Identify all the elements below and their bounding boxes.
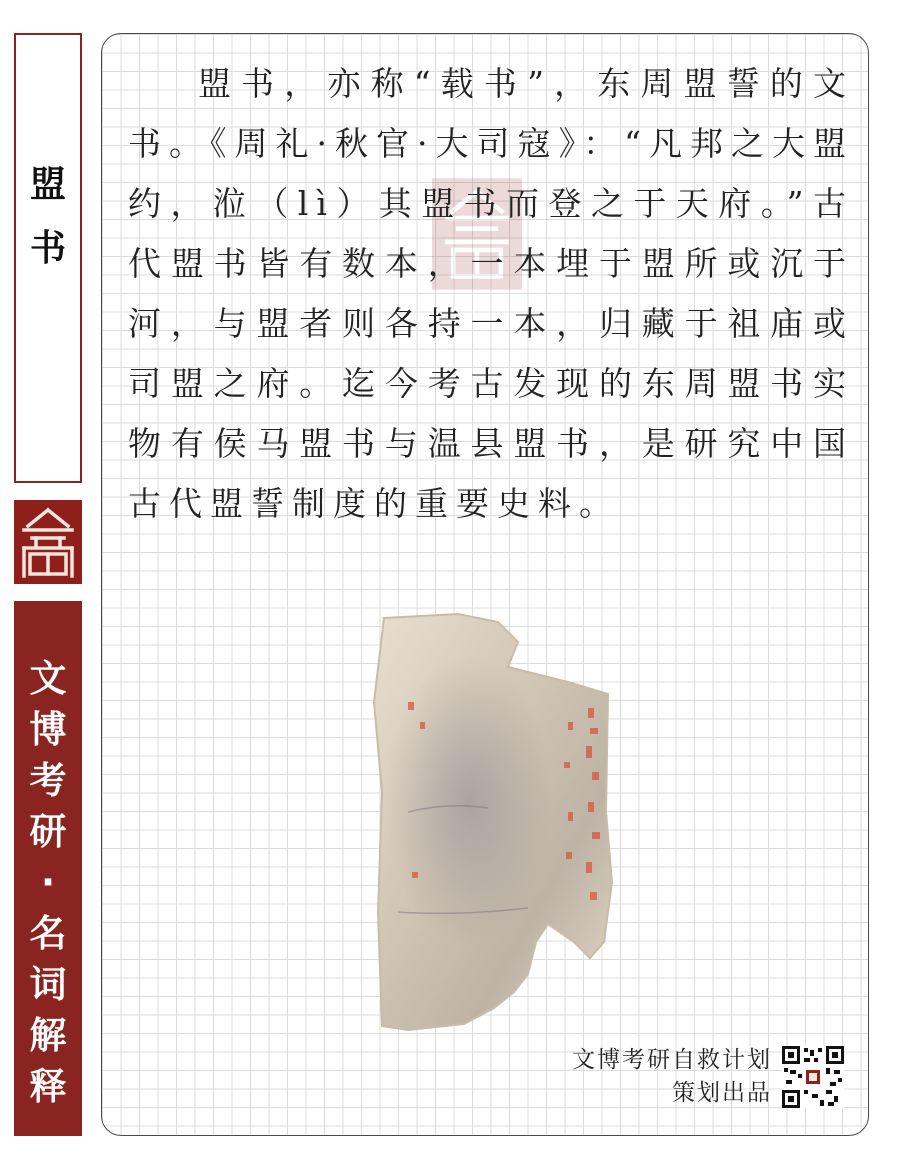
credit-line-1: 文博考研自救计划 [572,1047,772,1073]
definition-text: 盟书，亦称“载书”，东周盟誓的文书。《周礼·秋官·大司寇》：“凡邦之大盟约，涖（lì）其盟书而登之于天府。”古代盟书皆有数本，一本埋于盟所或沉于河，与盟者则各持一本，归藏于祖庙或司盟之府。迄今考古发现的东周盟书实物有侯马盟书与温县盟书，是研究中国古代盟誓制度的重要史料。 [128,64,854,523]
title-char: 盟 [29,164,66,205]
series-char: 释 [29,1065,67,1108]
qr-code-icon[interactable] [782,1046,844,1108]
seal-icon [14,500,82,584]
series-band [14,601,82,1136]
jade-tablet-fragment-icon [368,612,620,1032]
series-char: 博 [29,708,67,751]
credits [572,1044,772,1110]
title-char: 书 [29,228,66,269]
series-char: 名 [29,912,67,955]
credit-line-2: 策划出品 [672,1080,772,1106]
series-char: 研 [29,810,67,853]
series-char: 词 [29,963,67,1006]
series-char: 解 [29,1014,67,1057]
series-char: 文 [29,657,67,700]
title-box [14,33,82,483]
series-char: 考 [29,759,67,802]
content-card [101,33,869,1136]
page-title [16,153,80,281]
series-char: · [40,861,56,904]
